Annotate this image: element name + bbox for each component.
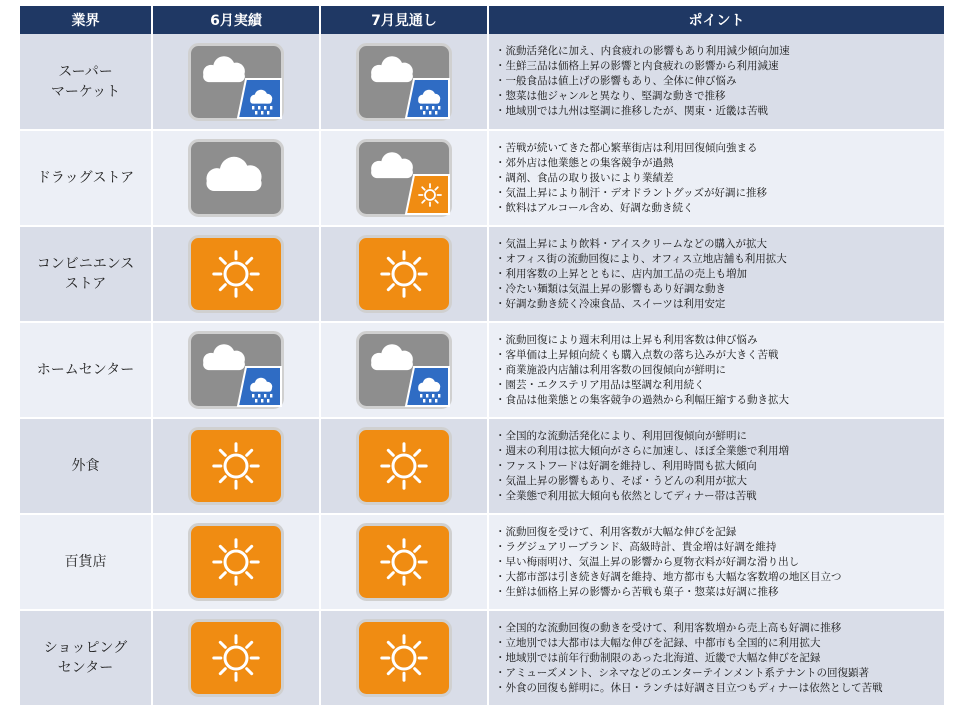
header-june-result: 6月実績 xyxy=(152,6,320,34)
point-item: ・食品は他業態との集客競争の過熱から利幅圧縮する動き拡大 xyxy=(495,393,789,406)
june-result-cell xyxy=(152,610,320,706)
table-row xyxy=(20,34,944,130)
point-item: ・ラグジュアリーブランド、高級時計、貴金増は好調を維持 xyxy=(495,540,777,553)
industry-name: ドラッグストア xyxy=(20,130,152,226)
sunny-icon xyxy=(188,523,284,601)
point-item: ・気温上昇の影響もあり、そば・うどんの利用が拡大 xyxy=(495,474,747,487)
points-cell xyxy=(488,130,944,226)
july-outlook-cell xyxy=(320,514,488,610)
july-outlook-cell xyxy=(320,418,488,514)
table-row xyxy=(20,418,944,514)
industry-name: 外食 xyxy=(20,418,152,514)
cloudy-rain-icon xyxy=(356,331,452,409)
industry-name: 百貨店 xyxy=(20,514,152,610)
july-outlook-cell xyxy=(320,34,488,130)
cloudy-sun-icon xyxy=(356,139,452,217)
point-item: ・全業態で利用拡大傾向も依然としてディナー帯は苦戦 xyxy=(495,489,757,502)
point-item: ・飲料はアルコール含め、好調な動き続く xyxy=(495,201,694,214)
june-result-cell xyxy=(152,418,320,514)
header-row xyxy=(20,6,944,34)
table-row xyxy=(20,610,944,706)
points-list xyxy=(489,429,944,504)
sunny-icon xyxy=(188,427,284,505)
point-item: ・商業施設内店舗は利用客数の回復傾向が鮮明に xyxy=(495,363,726,376)
industry-forecast-table xyxy=(20,6,944,707)
june-result-cell xyxy=(152,322,320,418)
points-cell xyxy=(488,322,944,418)
july-outlook-cell xyxy=(320,322,488,418)
sunny-icon xyxy=(188,235,284,313)
point-item: ・調剤、食品の取り扱いにより業績差 xyxy=(495,171,674,184)
points-cell xyxy=(488,226,944,322)
table-row xyxy=(20,130,944,226)
sunny-icon xyxy=(356,235,452,313)
table-row xyxy=(20,514,944,610)
point-item: ・地域別では九州は堅調に推移したが、関東・近畿は苦戦 xyxy=(495,105,768,117)
july-outlook-cell xyxy=(320,130,488,226)
points-list xyxy=(489,141,944,216)
point-item: ・園芸・エクステリア用品は堅調な利用続く xyxy=(495,378,705,391)
header-industry: 業界 xyxy=(20,6,152,34)
points-list xyxy=(489,621,944,696)
cloudy-icon xyxy=(188,139,284,217)
industry-name: ホームセンター xyxy=(20,322,152,418)
cloudy-rain-icon xyxy=(356,43,452,121)
points-cell xyxy=(488,418,944,514)
june-result-cell xyxy=(152,226,320,322)
table-row xyxy=(20,322,944,418)
header-points: ポイント xyxy=(488,6,944,34)
point-item: ・アミューズメント、シネマなどのエンターテインメント系テナントの回復顕著 xyxy=(495,666,870,679)
industry-name: コンビニエンス ストア xyxy=(20,226,152,322)
point-item: ・オフィス街の流動回復により、オフィス立地店舗も利用拡大 xyxy=(495,252,787,265)
sunny-icon xyxy=(356,619,452,697)
industry-name: ショッピング センター xyxy=(20,610,152,706)
july-outlook-cell xyxy=(320,610,488,706)
point-item: ・一般食品は値上げの影響もあり、全体に伸び悩み xyxy=(495,75,737,87)
point-item: ・外食の回復も鮮明に。休日・ランチは好調さ目立つもディナーは依然として苦戦 xyxy=(495,681,883,694)
sunny-icon xyxy=(356,427,452,505)
points-list xyxy=(489,525,944,600)
sunny-icon xyxy=(188,619,284,697)
cloudy-rain-icon xyxy=(188,331,284,409)
june-result-cell xyxy=(152,130,320,226)
point-item: ・早い梅雨明け、気温上昇の影響から夏物衣料が好調な滑り出し xyxy=(495,555,800,568)
june-result-cell xyxy=(152,514,320,610)
june-result-cell xyxy=(152,34,320,130)
table-body xyxy=(20,34,944,706)
points-cell xyxy=(488,514,944,610)
point-item: ・郊外店は他業態との集客競争が過熱 xyxy=(495,156,674,169)
table-row xyxy=(20,226,944,322)
point-item: ・生鮮三品は価格上昇の影響と内食疲れの影響から利用減速 xyxy=(495,60,779,72)
point-item: ・気温上昇により飲料・アイスクリームなどの購入が拡大 xyxy=(495,237,767,250)
point-item: ・好調な動き続く冷凍食品、スイーツは利用安定 xyxy=(495,297,726,310)
point-item: ・冷たい麺類は気温上昇の影響もあり好調な動き xyxy=(495,282,726,295)
sunny-icon xyxy=(356,523,452,601)
points-list xyxy=(489,44,944,119)
point-item: ・流動回復を受けて、利用客数が大幅な伸びを記録 xyxy=(495,525,737,538)
forecast-table-container xyxy=(20,6,944,707)
point-item: ・全国的な流動活発化により、利用回復傾向が鮮明に xyxy=(495,429,747,442)
industry-name: スーパー マーケット xyxy=(20,34,152,130)
points-cell xyxy=(488,34,944,130)
point-item: ・ファストフードは好調を維持し、利用時間も拡大傾向 xyxy=(495,459,757,472)
header-july-outlook: 7月見通し xyxy=(320,6,488,34)
point-item: ・全国的な流動回復の動きを受けて、利用客数増から売上高も好調に推移 xyxy=(495,621,842,634)
point-item: ・苦戦が続いてきた都心繁華街店は利用回復傾向強まる xyxy=(495,141,758,154)
cloudy-rain-icon xyxy=(188,43,284,121)
july-outlook-cell xyxy=(320,226,488,322)
point-item: ・大都市部は引き続き好調を維持、地方都市も大幅な客数増の地区目立つ xyxy=(495,570,842,583)
point-item: ・気温上昇により制汗・デオドラントグッズが好調に推移 xyxy=(495,186,768,199)
point-item: ・生鮮は価格上昇の影響から苦戦も菓子・惣菜は好調に推移 xyxy=(495,585,779,598)
points-list xyxy=(489,333,944,408)
point-item: ・惣菜は他ジャンルと異なり、堅調な動きで推移 xyxy=(495,90,726,102)
point-item: ・地域別では前年行動制限のあった北海道、近畿で大幅な伸びを記録 xyxy=(495,651,821,664)
points-list xyxy=(489,237,944,312)
point-item: ・立地別では大都市は大幅な伸びを記録、中都市も全国的に利用拡大 xyxy=(495,636,821,649)
point-item: ・利用客数の上昇とともに、店内加工品の売上も増加 xyxy=(495,267,747,280)
point-item: ・週末の利用は拡大傾向がさらに加速し、ほぼ全業態で利用増 xyxy=(495,444,789,457)
points-cell xyxy=(488,610,944,706)
point-item: ・客単価は上昇傾向続くも購入点数の落ち込みが大きく苦戦 xyxy=(495,348,779,361)
point-item: ・流動活発化に加え、内食疲れの影響もあり利用減少傾向加速 xyxy=(495,45,790,57)
point-item: ・流動回復により週末利用は上昇も利用客数は伸び悩み xyxy=(495,333,758,346)
